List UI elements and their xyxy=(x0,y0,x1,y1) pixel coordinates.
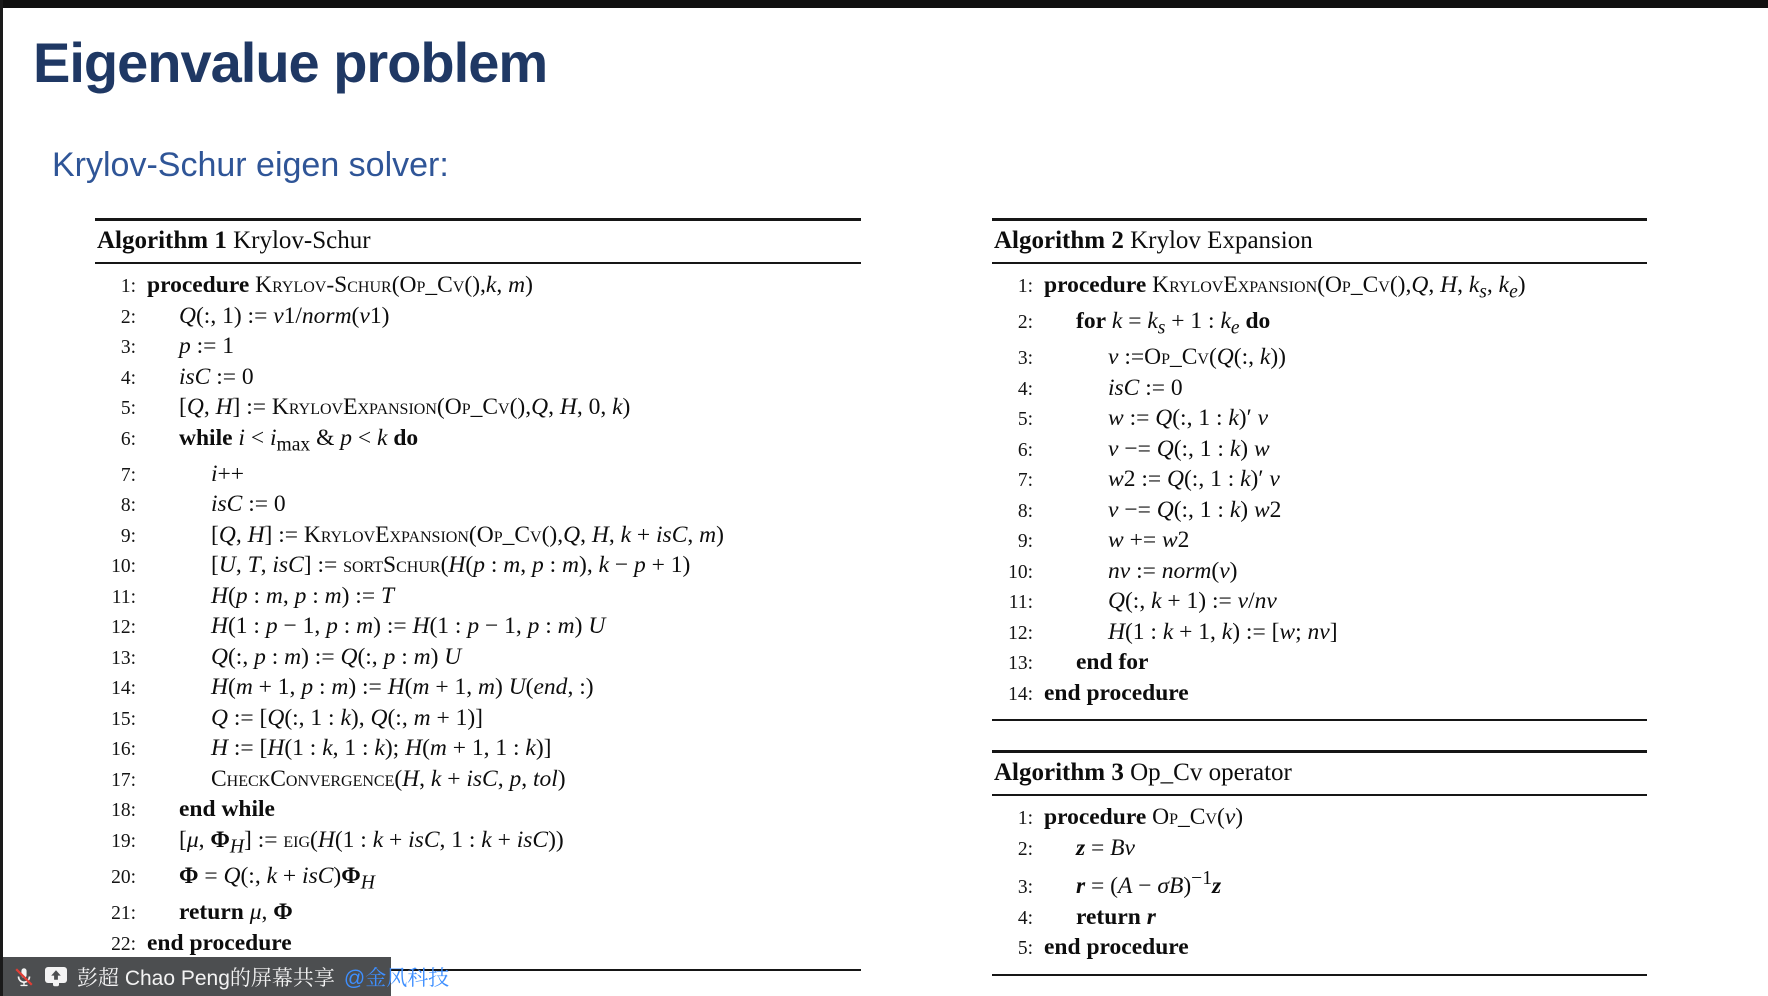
algorithm-2-panel xyxy=(992,218,1647,721)
algorithm-line xyxy=(992,679,1647,710)
line-content: $r = (A - \sigma B)^{-1}z$ xyxy=(1076,868,1222,900)
line-number: 10: xyxy=(111,556,136,578)
algorithm-line xyxy=(95,929,861,960)
line-number: 14: xyxy=(1008,683,1033,705)
algorithm-1-body xyxy=(95,264,861,971)
line-content: Q(:, 1) := v1/norm(v1) xyxy=(179,302,390,329)
line-content: [Q, H] := KrylovExpansion(Op_Cv(),Q, H, 0, k) xyxy=(179,394,631,420)
algorithm-line xyxy=(992,933,1647,964)
algorithm-line xyxy=(95,765,861,796)
algorithm-line xyxy=(95,363,861,394)
line-number: 5: xyxy=(1017,409,1033,431)
line-number: 6: xyxy=(1017,439,1033,461)
algorithm-line xyxy=(95,612,861,643)
algorithm-1-name: Krylov-Schur xyxy=(226,227,371,254)
right-column xyxy=(992,218,1647,976)
line-content: end while xyxy=(179,796,275,823)
line-number: 8: xyxy=(1017,500,1033,522)
line-number: 8: xyxy=(120,495,136,517)
window-top-border xyxy=(0,0,1768,8)
algorithm-3-name: Op_Cv operator xyxy=(1123,759,1292,787)
line-content: v :=Op_Cv(Q(:, k)) xyxy=(1108,344,1286,371)
line-content: nv := norm(v) xyxy=(1108,557,1238,584)
algorithm-line xyxy=(992,404,1647,435)
line-number: 10: xyxy=(1008,561,1033,583)
line-number: 9: xyxy=(120,525,136,547)
algorithm-line xyxy=(992,271,1647,307)
algorithm-line xyxy=(95,271,861,302)
line-content: v −= Q(:, 1 : k) w xyxy=(1108,435,1270,462)
line-content: end procedure xyxy=(1044,934,1189,961)
algorithm-1-title xyxy=(95,221,861,264)
line-content: H(1 : p − 1, p : m) := H(1 : p − 1, p : m) U xyxy=(211,613,606,640)
line-number: 13: xyxy=(1008,653,1033,675)
screen-share-overlay-bar xyxy=(3,957,450,996)
line-number: 4: xyxy=(1017,907,1033,929)
line-number: 1: xyxy=(1017,808,1033,830)
algorithm-line xyxy=(95,795,861,826)
line-content: end procedure xyxy=(147,929,292,956)
line-content: end for xyxy=(1076,649,1149,676)
line-number: 2: xyxy=(1017,312,1033,334)
algorithm-line xyxy=(992,496,1647,527)
line-number: 18: xyxy=(111,800,136,822)
line-content: H(m + 1, p : m) := H(m + 1, m) U(end, :) xyxy=(211,674,594,701)
line-number: 11: xyxy=(111,586,136,608)
algorithm-line xyxy=(992,648,1647,679)
line-content: [U, T, isC] := sortSchur(H(p : m, p : m), k − p + 1) xyxy=(211,552,691,579)
line-content: i++ xyxy=(211,460,245,487)
algorithm-line xyxy=(95,424,861,460)
line-number: 2: xyxy=(120,306,136,328)
algorithm-2-body xyxy=(992,264,1647,721)
line-content: w2 := Q(:, 1 : k)′ v xyxy=(1108,466,1280,493)
line-content: Φ = Q(:, $k + isC)\Phi_H$ xyxy=(179,862,375,894)
microphone-muted-icon xyxy=(13,966,35,988)
line-number: 20: xyxy=(111,866,136,888)
algorithm-line xyxy=(992,903,1647,934)
line-content: v −= Q(:, 1 : k) w2 xyxy=(1108,496,1282,523)
algorithm-line xyxy=(992,864,1647,902)
line-content: H(p : m, p : m) := T xyxy=(211,582,395,609)
line-number: 2: xyxy=(1017,838,1033,860)
algorithm-line xyxy=(95,673,861,704)
line-number: 14: xyxy=(111,678,136,700)
line-number: 6: xyxy=(120,428,136,450)
line-number: 19: xyxy=(111,830,136,852)
algorithm-line xyxy=(95,393,861,424)
line-number: 21: xyxy=(111,903,136,925)
algorithm-line xyxy=(95,826,861,862)
line-content: p := 1 xyxy=(179,333,235,359)
line-number: 7: xyxy=(120,464,136,486)
line-number: 12: xyxy=(1008,622,1033,644)
algorithm-line xyxy=(95,332,861,363)
line-content: H := [H(1 : k, 1 : k); H(m + 1, 1 : k)] xyxy=(211,735,552,762)
line-number: 1: xyxy=(1017,276,1033,297)
line-number: 11: xyxy=(1008,592,1033,614)
line-number: 3: xyxy=(1017,348,1033,370)
algorithm-line xyxy=(992,834,1647,865)
algorithm-line xyxy=(95,551,861,582)
line-content: while $i < i_{max}$ & p < k do xyxy=(179,424,419,456)
algorithm-2-name: Krylov Expansion xyxy=(1123,227,1313,254)
line-content: Q := [Q(:, 1 : k), Q(:, m + 1)] xyxy=(211,704,483,731)
algorithm-line xyxy=(95,302,861,333)
algorithm-line xyxy=(95,898,861,929)
algorithm-3-label: Algorithm 3 xyxy=(994,759,1124,787)
algorithm-line xyxy=(95,643,861,674)
algorithm-line xyxy=(992,465,1647,496)
screen-share-icon xyxy=(44,966,68,988)
algorithm-2-title xyxy=(992,221,1647,264)
line-content: H(1 : k + 1, k) := [w; nv] xyxy=(1108,618,1338,645)
line-number: 16: xyxy=(111,739,136,761)
algorithm-line xyxy=(95,521,861,552)
line-number: 1: xyxy=(120,276,136,297)
algorithm-line xyxy=(95,704,861,735)
line-number: 13: xyxy=(111,647,136,669)
algorithm-line xyxy=(992,618,1647,649)
line-content: [μ, $\Phi_H$] := eig(H(1 : k + isC, 1 : k + isC)) xyxy=(179,826,564,858)
algorithm-line xyxy=(95,490,861,521)
line-number: 12: xyxy=(111,617,136,639)
line-content: CheckConvergence(H, k + isC, p, tol) xyxy=(211,765,566,792)
algorithm-line xyxy=(992,435,1647,466)
line-content: Q(:, p : m) := Q(:, p : m) U xyxy=(211,643,462,670)
line-content: for $k = k_s + 1$ : $k_e$ do xyxy=(1076,308,1271,339)
algorithm-line xyxy=(992,526,1647,557)
line-content: isC := 0 xyxy=(211,491,286,518)
page-subtitle: Krylov-Schur eigen solver: xyxy=(52,146,449,184)
line-content: Q(:, k + 1) := v/nv xyxy=(1108,588,1277,615)
line-number: 15: xyxy=(111,708,136,730)
algorithm-line xyxy=(95,862,861,898)
line-content: w := Q(:, 1 : k)′ v xyxy=(1108,405,1269,432)
line-number: 4: xyxy=(1017,378,1033,400)
line-number: 9: xyxy=(1017,531,1033,553)
algorithm-line xyxy=(95,582,861,613)
algorithm-line xyxy=(992,587,1647,618)
algorithm-line xyxy=(992,557,1647,588)
algorithm-3-title xyxy=(992,753,1647,796)
window-left-border xyxy=(0,0,3,996)
line-content: isC := 0 xyxy=(1108,374,1183,401)
line-number: 5: xyxy=(120,398,136,419)
line-content: procedure Krylov-Schur(Op_Cv(),k, m) xyxy=(147,272,533,298)
algorithm-line xyxy=(992,374,1647,405)
line-content: return μ, Φ xyxy=(179,899,293,926)
line-content: procedure KrylovExpansion(Op_Cv(),Q, H, $k_s$, $k_e$) xyxy=(1044,272,1526,303)
algorithm-line xyxy=(95,734,861,765)
line-content: return r xyxy=(1076,903,1156,930)
algorithm-3-panel xyxy=(992,750,1647,975)
line-number: 22: xyxy=(111,933,136,955)
page-title: Eigenvalue problem xyxy=(33,31,548,94)
line-number: 17: xyxy=(111,769,136,791)
algorithm-1-label: Algorithm 1 xyxy=(97,227,227,254)
line-content: w += w2 xyxy=(1108,527,1190,554)
algorithm-line xyxy=(992,803,1647,834)
algorithm-line xyxy=(992,343,1647,374)
line-number: 4: xyxy=(120,367,136,389)
line-content: [Q, H] := KrylovExpansion(Op_Cv(),Q, H, k + isC, m) xyxy=(211,521,724,548)
algorithm-2-label: Algorithm 2 xyxy=(994,227,1124,254)
line-content: isC := 0 xyxy=(179,363,254,390)
line-content: procedure Op_Cv(v) xyxy=(1044,804,1244,831)
line-number: 3: xyxy=(120,337,136,358)
share-presenter-text: 彭超 Chao Peng的屏幕共享 xyxy=(77,966,335,990)
algorithm-1-panel xyxy=(95,218,861,971)
line-number: 7: xyxy=(1017,470,1033,492)
algorithm-3-body xyxy=(992,796,1647,975)
line-content: z = Bv xyxy=(1076,834,1135,861)
algorithm-line xyxy=(95,460,861,491)
algorithm-line xyxy=(992,307,1647,343)
line-number: 5: xyxy=(1017,938,1033,960)
left-column xyxy=(95,218,861,971)
line-number: 3: xyxy=(1017,877,1033,899)
share-company-link[interactable]: @金风科技 xyxy=(343,966,450,990)
line-content: end procedure xyxy=(1044,679,1189,706)
